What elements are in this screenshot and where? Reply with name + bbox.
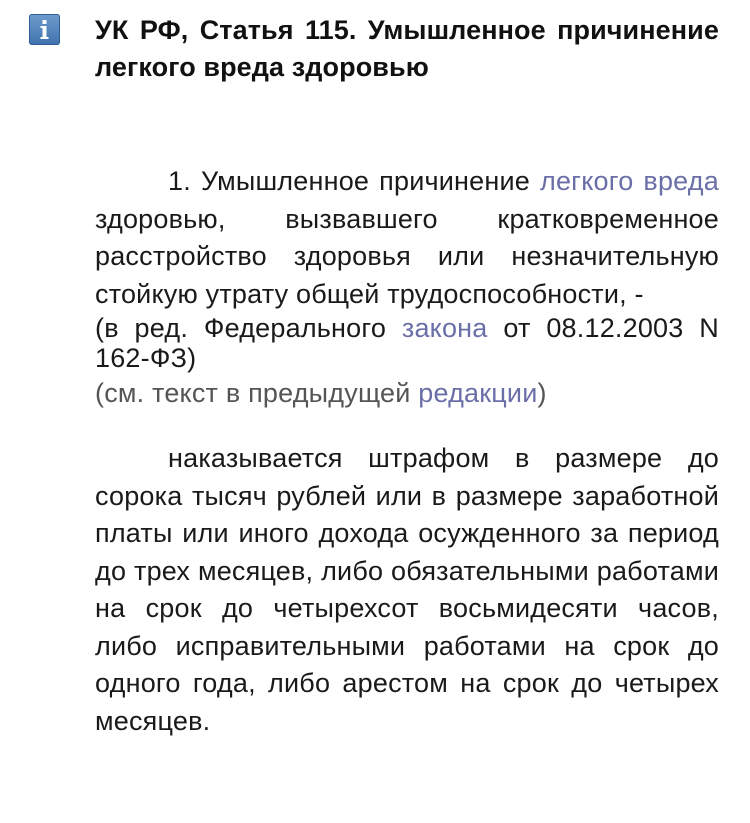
article-body [95,163,719,740]
prev-edition-prefix: (см. текст в предыдущей [95,378,419,408]
previous-edition-note [95,375,719,412]
amendment-suffix: от 08.12.2003 N 162-ФЗ) [95,313,719,373]
article-title: УК РФ, Статья 115. Умышленное причинение легкого вреда здоровью [95,15,719,82]
amendment-prefix: (в ред. Федерального [95,313,402,343]
part-1-prefix: 1. Умышленное причинение [168,166,540,196]
penalty-text: наказывается штрафом в размере до сорока тысяч рублей или в размере заработной платы или иного дохода осужденного за период до трех месяцев, либо обязательными работами на срок до четырехсот восьмидесяти часов, либо исправительными работами на срок до одного года, либо арестом на срок до четырех месяцев. [95,443,719,736]
prev-edition-suffix: ) [537,378,547,408]
paragraph-gap [95,412,719,440]
part-1-text: здоровью, вызвавшего кратковременное расстройство здоровья или незначительную стойкую утрату общей трудоспособности, - [95,203,719,309]
amendment-note [95,313,719,373]
info-icon[interactable] [29,14,60,45]
article-part-1 [95,163,719,313]
light-harm-link[interactable]: легкого вреда [539,166,719,196]
previous-edition-link[interactable]: редакции [418,378,538,408]
federal-law-link[interactable]: закона [401,313,488,343]
